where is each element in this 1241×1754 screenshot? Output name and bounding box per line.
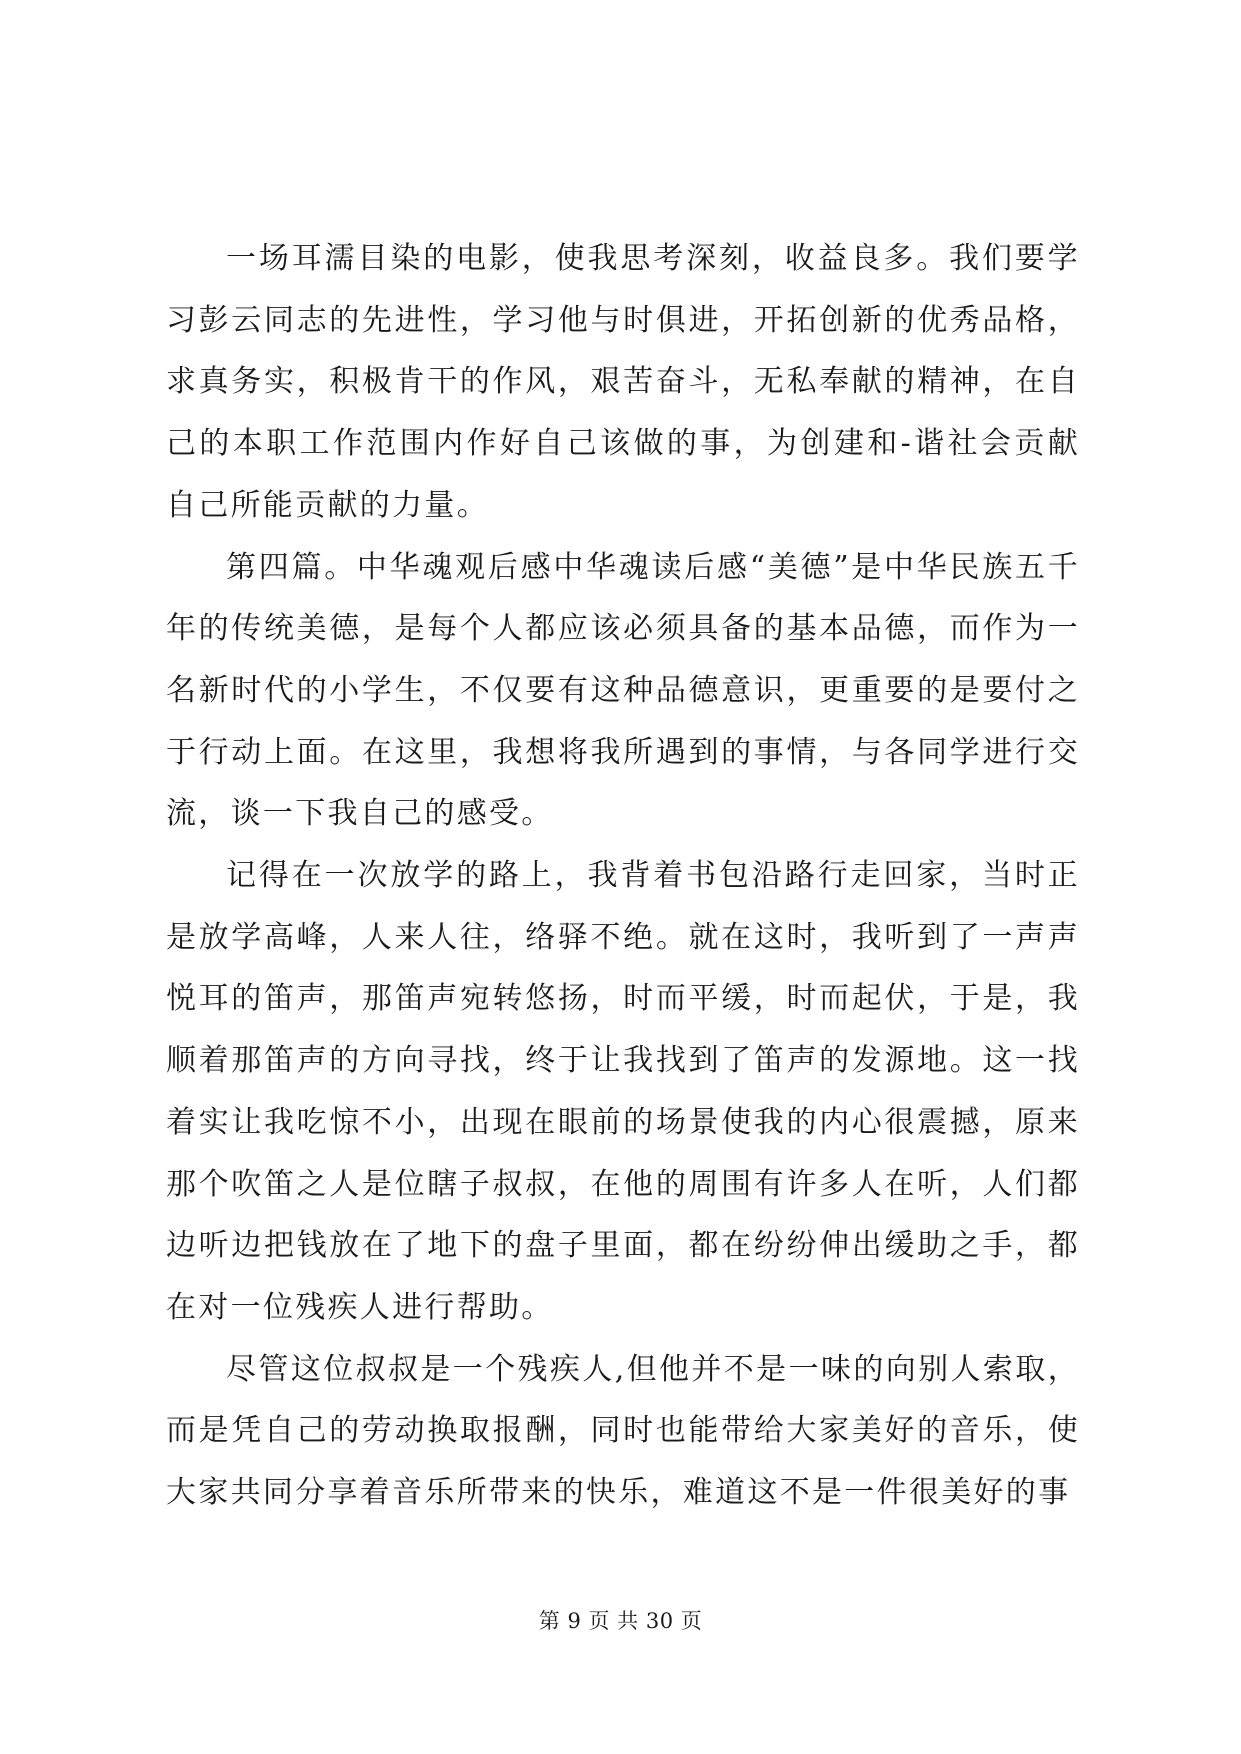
page-footer: 第 9 页 共 30 页 xyxy=(538,1609,703,1633)
paragraph: 记得在一次放学的路上，我背着书包沿路行走回家，当时正是放学高峰，人来人往，络驿不绝。就在这时，我听到了一声声悦耳的笛声，那笛声宛转悠扬，时而平缓，时而起伏，于是，我顺着那笛声的方向寻找，终于让我找到了笛声的发源地。这一找着实让我吃惊不小，出现在眼前的场景使我的内心很震撼，原来那个吹笛之人是位瞎子叔叔，在他的周围有许多人在听，人们都边听边把钱放在了地下的盘子里面，都在纷纷伸出缓助之手，都在对一位残疾人进行帮助。 xyxy=(166,858,1080,1325)
paragraph: 第四篇。中华魂观后感中华魂读后感“美德”是中华民族五千年的传统美德，是每个人都应该必须具备的基本品德，而作为一名新时代的小学生，不仅要有这种品德意识，更重要的是要付之于行动上面。在这里，我想将我所遇到的事情，与各同学进行交流，谈一下我自己的感受。 xyxy=(166,549,1080,832)
paragraph: 尽管这位叔叔是一个残疾人,但他并不是一味的向别人索取，而是凭自己的劳动换取报酬，同时也能带给大家美好的音乐，使大家共同分享着音乐所带来的快乐，难道这不是一件很美好的事 xyxy=(166,1351,1080,1511)
paragraph: 一场耳濡目染的电影，使我思考深刻，收益良多。我们要学习彭云同志的先进性，学习他与时俱进，开拓创新的优秀品格，求真务实，积极肯干的作风，艰苦奋斗，无私奉献的精神，在自己的本职工作范围内作好自己该做的事，为创建和-谐社会贡献自己所能贡献的力量。 xyxy=(166,241,1080,523)
body-text xyxy=(166,228,1080,1524)
